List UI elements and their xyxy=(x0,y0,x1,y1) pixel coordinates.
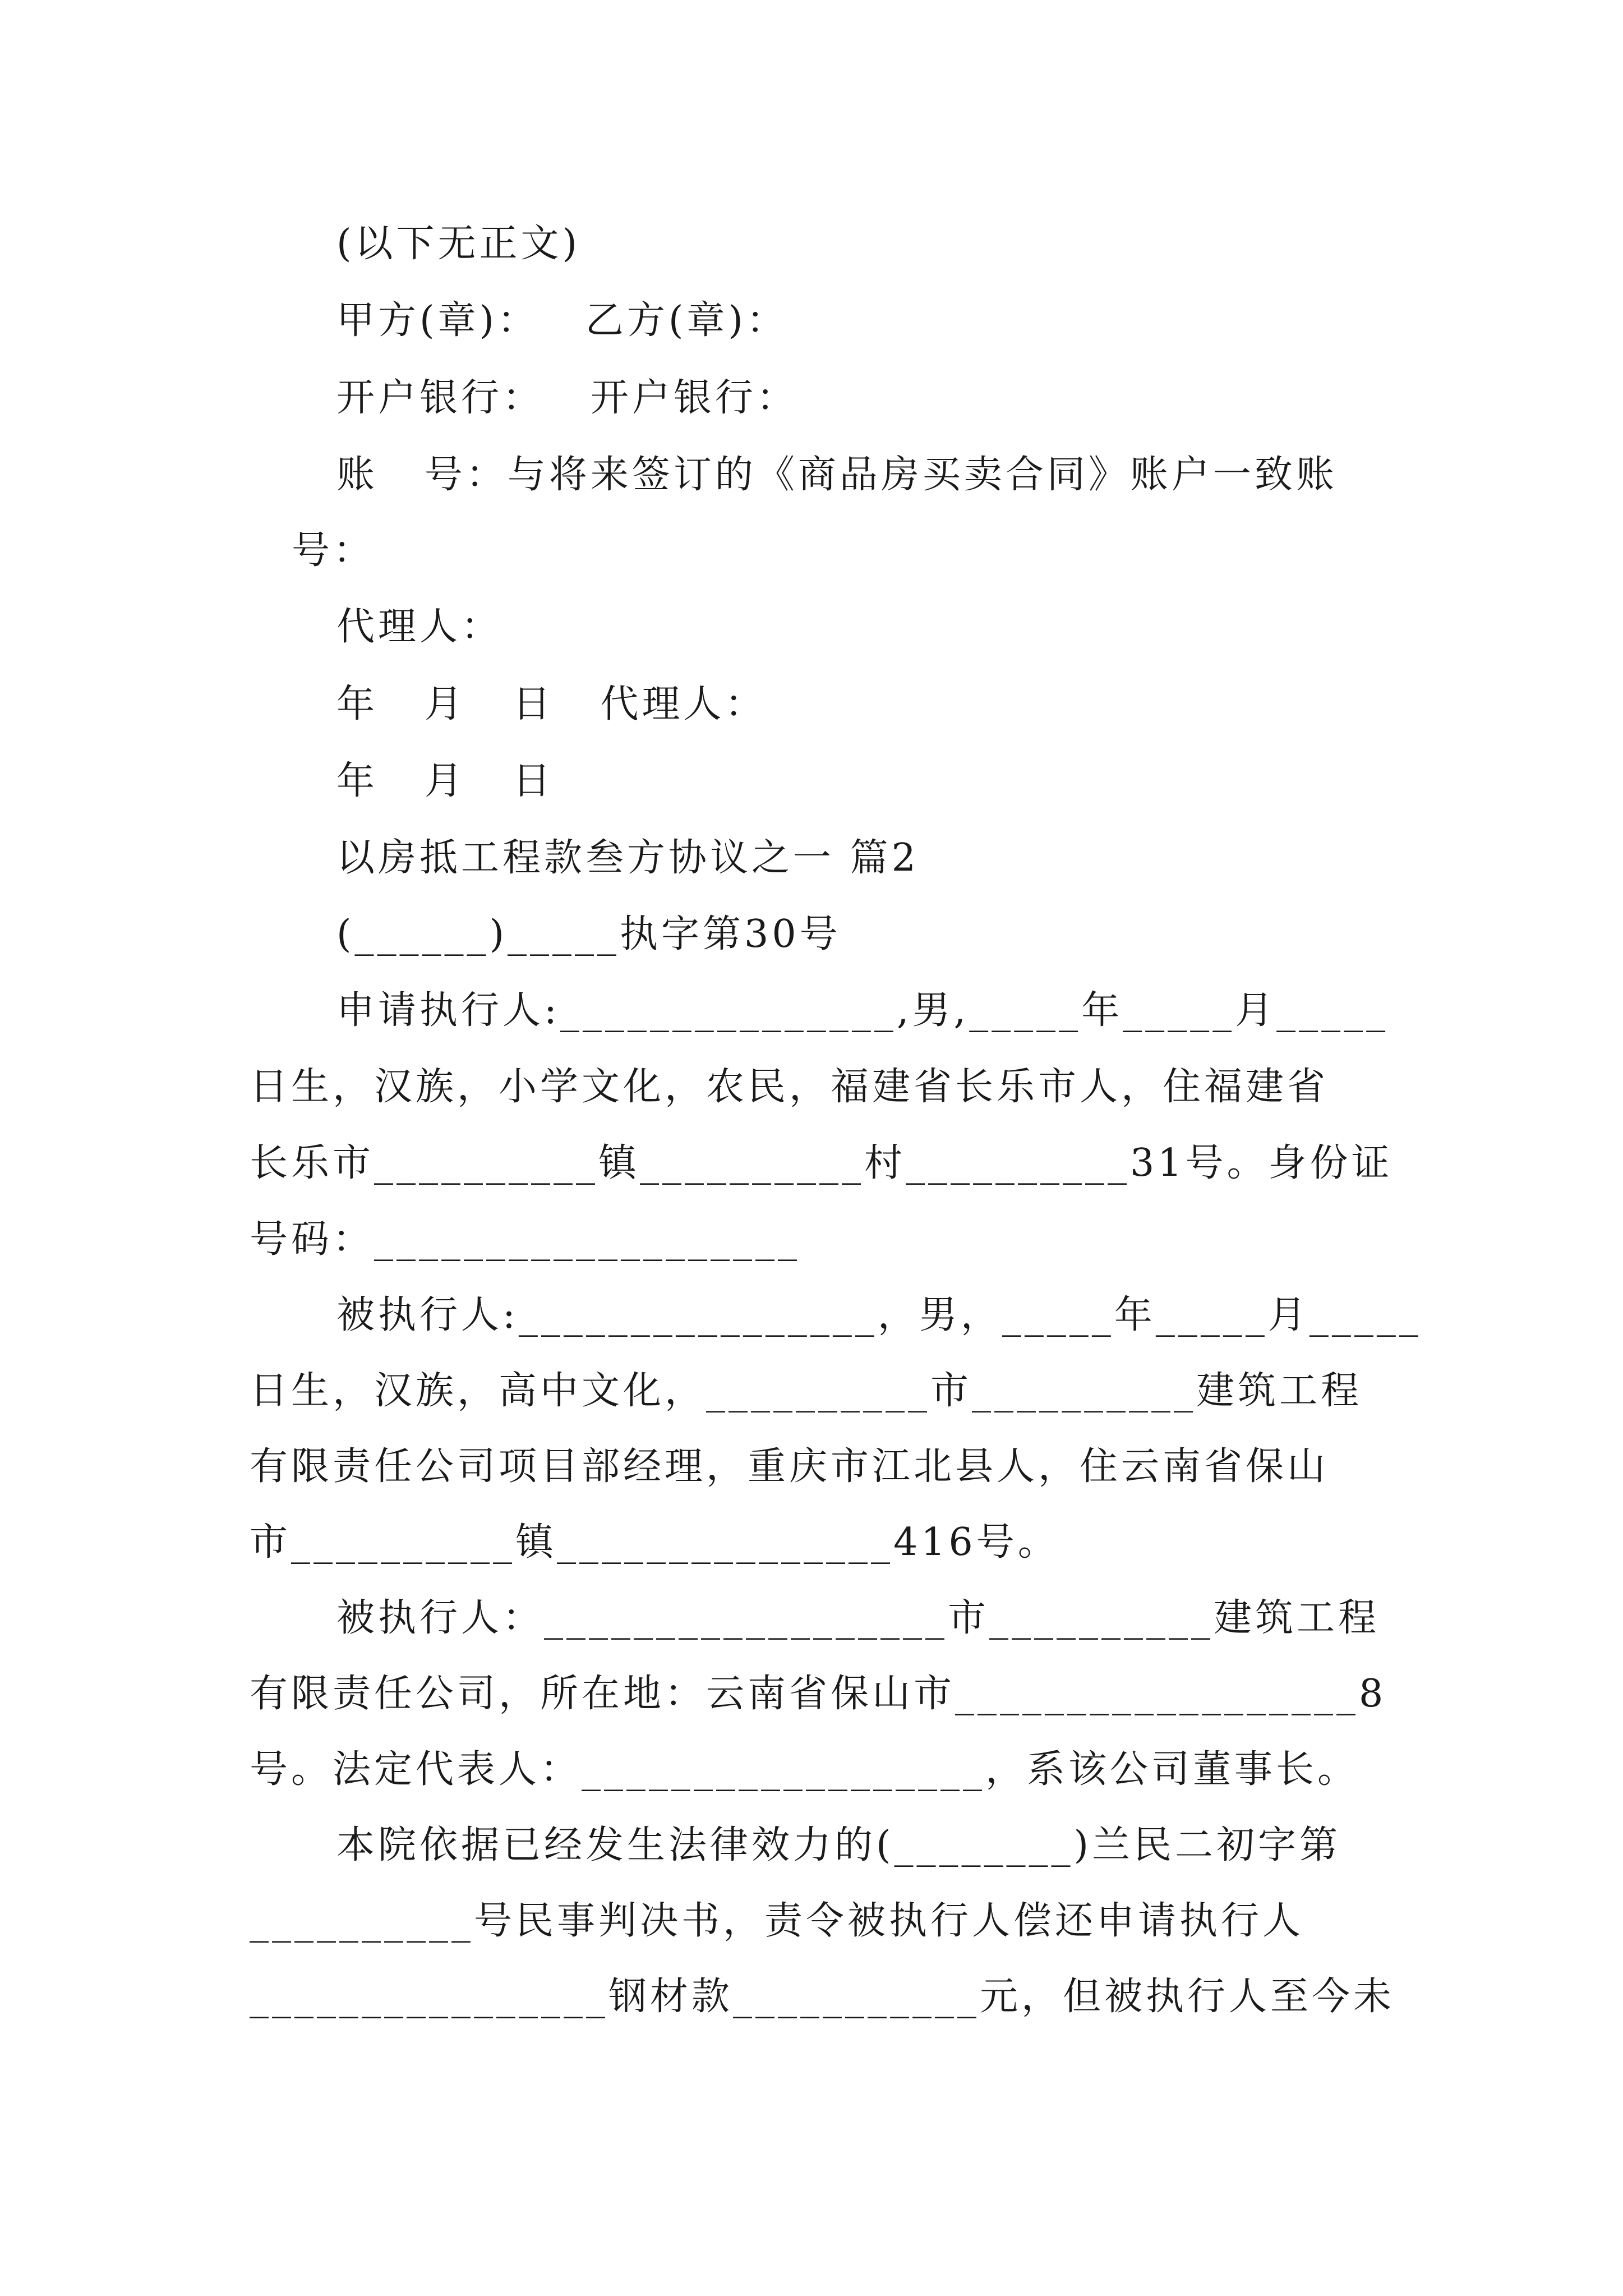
text-line-no-body: (以下无正文) xyxy=(336,222,581,266)
text-line-company: 被执行人：__________________市__________建筑工程 xyxy=(336,1596,1380,1640)
text-line-applicant-id: 号码：___________________ xyxy=(250,1217,801,1262)
text-line-date-agent: 年 月 日 代理人： xyxy=(336,682,767,726)
text-line-applicant-2: 日生，汉族，小学文化，农民，福建省长乐市人，住福建省 xyxy=(250,1065,1329,1109)
text-line-judgment: 本院依据已经发生法律效力的(________)兰民二初字第 xyxy=(336,1823,1341,1867)
text-line-respondent-2: 日生，汉族，高中文化，__________市__________建筑工程 xyxy=(250,1369,1363,1413)
text-line-respondent: 被执行人:________________，男，_____年_____月_____ xyxy=(336,1293,1422,1337)
text-line-date: 年 月 日 xyxy=(336,759,554,803)
text-line-applicant: 申请执行人:_______________,男,_____年_____月_____ xyxy=(336,988,1389,1033)
text-line-respondent-3: 有限责任公司项目部经理，重庆市江北县人，住云南省保山 xyxy=(250,1444,1329,1489)
section-heading: 以房抵工程款叁方协议之一 篇2 xyxy=(336,836,919,880)
text-line-account: 账 号：与将来签订的《商品房买卖合同》账户一致账 xyxy=(336,453,1338,497)
text-line-judgment-3: ________________钢材款___________元，但被执行人至今未 xyxy=(250,1975,1395,2019)
text-line-company-2: 有限责任公司，所在地：云南省保山市__________________8 xyxy=(250,1672,1387,1716)
text-line-parties-seal: 甲方(章)： 乙方(章)： xyxy=(336,298,788,343)
text-line-agent: 代理人： xyxy=(336,605,503,649)
text-line-respondent-4: 市__________镇_______________416号。 xyxy=(250,1520,1059,1565)
text-line-applicant-3: 长乐市__________镇__________村__________31号。身份证 xyxy=(250,1141,1393,1185)
case-number: (______)_____执字第30号 xyxy=(336,912,841,956)
text-line-account-cont: 号： xyxy=(292,528,375,573)
text-line-judgment-2: __________号民事判决书，责令被执行人偿还申请执行人 xyxy=(250,1899,1304,1943)
text-line-company-3: 号。法定代表人：__________________，系该公司董事长。 xyxy=(250,1747,1359,1792)
text-line-bank: 开户银行： 开户银行： xyxy=(336,376,798,420)
